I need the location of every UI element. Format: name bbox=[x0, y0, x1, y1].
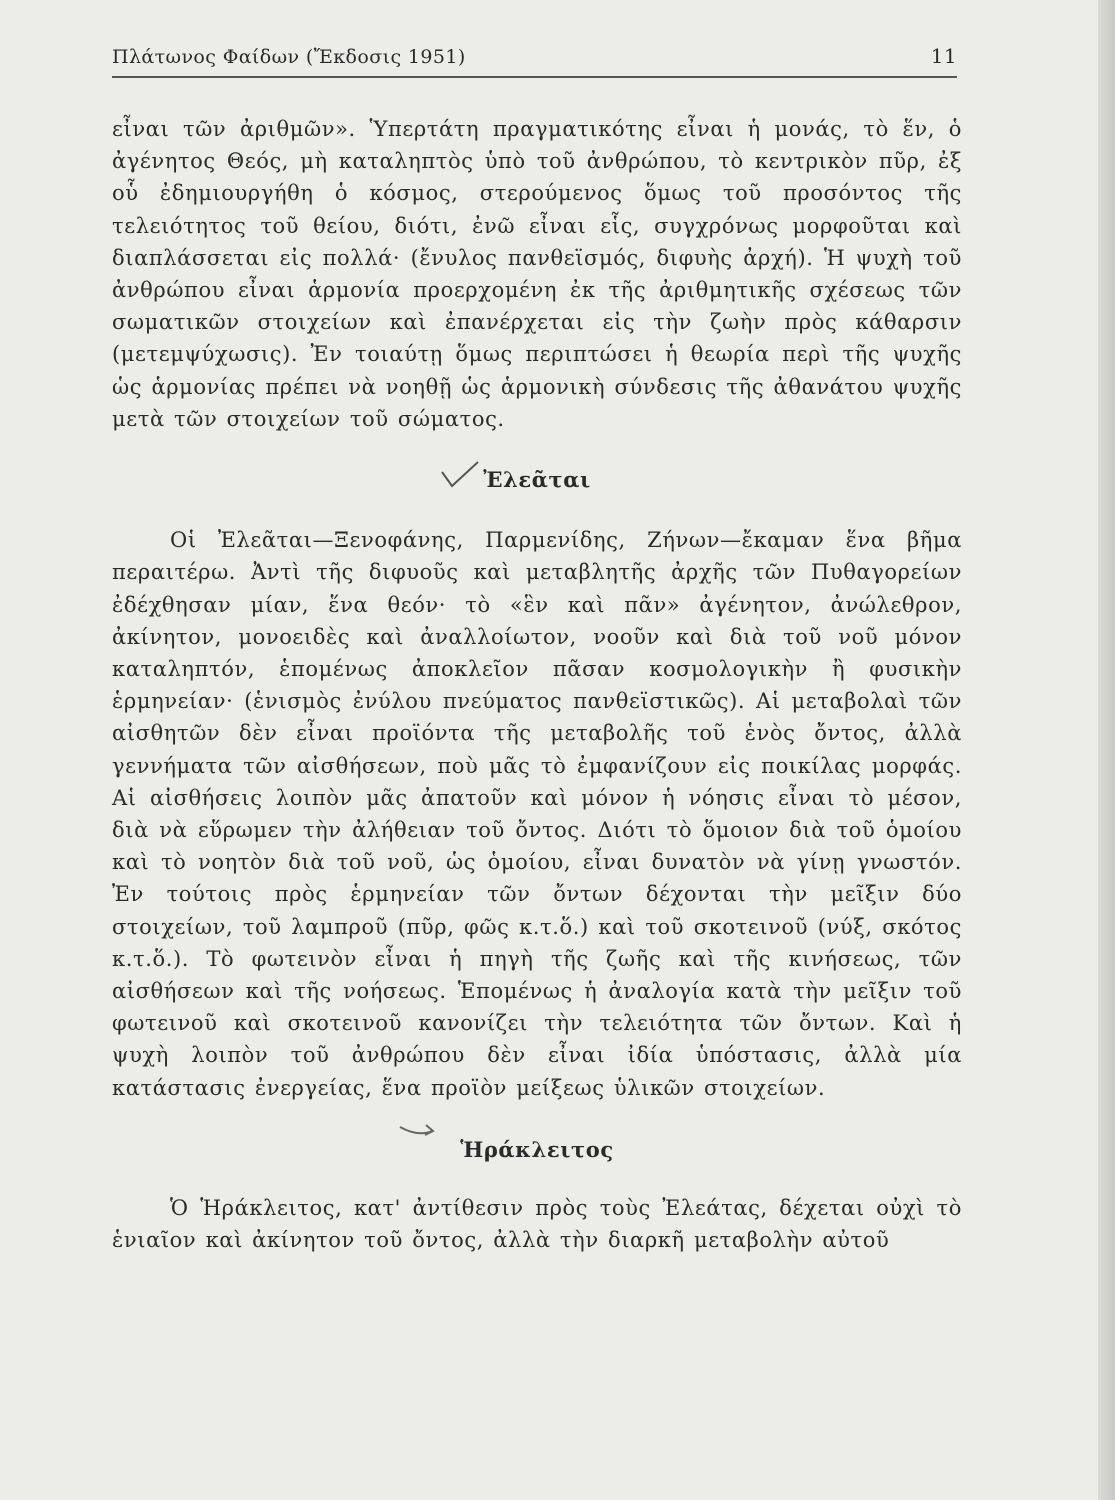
section-heading-eleatai-text: Ἐλεᾶται bbox=[483, 467, 591, 493]
section-heading-eleatai bbox=[112, 464, 962, 496]
eleatai-paragraph: Οἱ Ἐλεᾶται—Ξενοφάνης, Παρμενίδης, Ζήνων—ἔκαμαν ἕνα βῆμα περαιτέρω. Ἀντὶ τῆς διφυοῦς καὶ μεταβλητῆς ἀρχῆς τῶν Πυθαγορείων ἐδέχθησαν μίαν, ἕνα θεόν· τὸ «ἓν καὶ πᾶν» ἀγένητον, ἀνώλεθρον, ἀκίνητον, μονοειδὲς καὶ ἀναλλοίωτον, νοοῦν καὶ διὰ τοῦ νοῦ μόνον καταληπτόν, ἑπομένως ἀποκλεῖον πᾶσαν κοσμολογικὴν ἢ φυσικὴν ἑρμηνείαν· (ἑνισμὸς ἐνύλου πνεύματος πανθεϊστικῶς). Αἱ μεταβολαὶ τῶν αἰσθητῶν δὲν εἶναι προϊόντα τῆς μεταβολῆς τοῦ ἑνὸς ὄντος, ἀλλὰ γεννήματα τῶν αἰσθήσεων, ποὺ μᾶς τὸ ἐμφανίζουν εἰς ποικίλας μορφάς. Αἱ αἰσθήσεις λοιπὸν μᾶς ἀπατοῦν καὶ μόνον ἡ νόησις εἶναι τὸ μέσον, διὰ νὰ εὕρωμεν τὴν ἀλήθειαν τοῦ ὄντος. Διότι τὸ ὅμοιον διὰ τοῦ ὁμοίου καὶ τὸ νοητὸν διὰ τοῦ νοῦ, ὡς ὁμοίου, εἶναι δυνατὸν νὰ γίνῃ γνωστόν. Ἐν τούτοις πρὸς ἑρμηνείαν τῶν ὄντων δέχονται τὴν μεῖξιν δύο στοιχείων, τοῦ λαμπροῦ (πῦρ, φῶς κ.τ.ὅ.) καὶ τοῦ σκοτεινοῦ (νύξ, σκότος κ.τ.ὅ.). Τὸ φωτεινὸν εἶναι ἡ πηγὴ τῆς ζωῆς καὶ τῆς κινήσεως, τῶν αἰσθήσεων καὶ τῆς νοήσεως. Ἑπομένως ἡ ἀναλογία κατὰ τὴν μεῖξιν τοῦ φωτεινοῦ καὶ σκοτεινοῦ κανονίζει τὴν τελειότητα τῶν ὄντων. Καὶ ἡ ψυχὴ λοιπὸν τοῦ ἀνθρώπου δὲν εἶναι ἰδία ὑπόστασις, ἀλλὰ μία κατάστασις ἐνεργείας, ἕνα προϊὸν μείξεως ὑλικῶν στοιχείων. bbox=[112, 528, 962, 1100]
herakleitos-paragraph: Ὁ Ἡράκλειτος, κατ' ἀντίθεσιν πρὸς τοὺς Ἐλεάτας, δέχεται οὐχὶ τὸ ἑνιαῖον καὶ ἀκίνητον τοῦ ὄντος, ἀλλὰ τὴν διαρκῆ μεταβολὴν αὐτοῦ bbox=[112, 1196, 962, 1253]
page-number: 11 bbox=[930, 44, 957, 68]
page-body bbox=[112, 113, 962, 1257]
intro-paragraph: εἶναι τῶν ἀριθμῶν». Ὑπερτάτη πραγματικότης εἶναι ἡ μονάς, τὸ ἕν, ὁ ἀγένητος Θεός, μὴ καταληπτὸς ὑπὸ τοῦ ἀνθρώπου, τὸ κεντρικὸν πῦρ, ἐξ οὗ ἐδημιουργήθη ὁ κόσμος, στερούμενος ὅμως τοῦ προσόντος τῆς τελειότητος τοῦ θείου, διότι, ἐνῶ εἶναι εἷς, συγχρόνως μορφοῦται καὶ διαπλάσσεται εἰς πολλά· (ἔνυλος πανθεϊσμός, διφυὴς ἀρχή). Ἡ ψυχὴ τοῦ ἀνθρώπου εἶναι ἁρμονία προερχομένη ἐκ τῆς ἀριθμητικῆς σχέσεως τῶν σωματικῶν στοιχείων καὶ ἐπανέρχεται εἰς τὴν ζωὴν πρὸς κάθαρσιν (μετεμψύχωσις). Ἐν τοιαύτῃ ὅμως περιπτώσει ἡ θεωρία περὶ τῆς ψυχῆς ὡς ἁρμονίας πρέπει νὰ νοηθῇ ὡς ἁρμονικὴ σύνδεσις τῆς ἀθανάτου ψυχῆς μετὰ τῶν στοιχείων τοῦ σώματος. bbox=[112, 117, 962, 431]
running-title: Πλάτωνος Φαίδων (Ἔκδοσις 1951) bbox=[112, 46, 466, 68]
hand-drawn-arrow-icon bbox=[398, 1120, 438, 1152]
section-heading-herakleitos-text: Ἡράκλειτος bbox=[460, 1136, 614, 1162]
page-edge-shadow bbox=[1098, 0, 1115, 1500]
check-mark-icon bbox=[440, 460, 480, 499]
section-heading-herakleitos bbox=[112, 1134, 962, 1166]
running-header bbox=[112, 42, 957, 78]
